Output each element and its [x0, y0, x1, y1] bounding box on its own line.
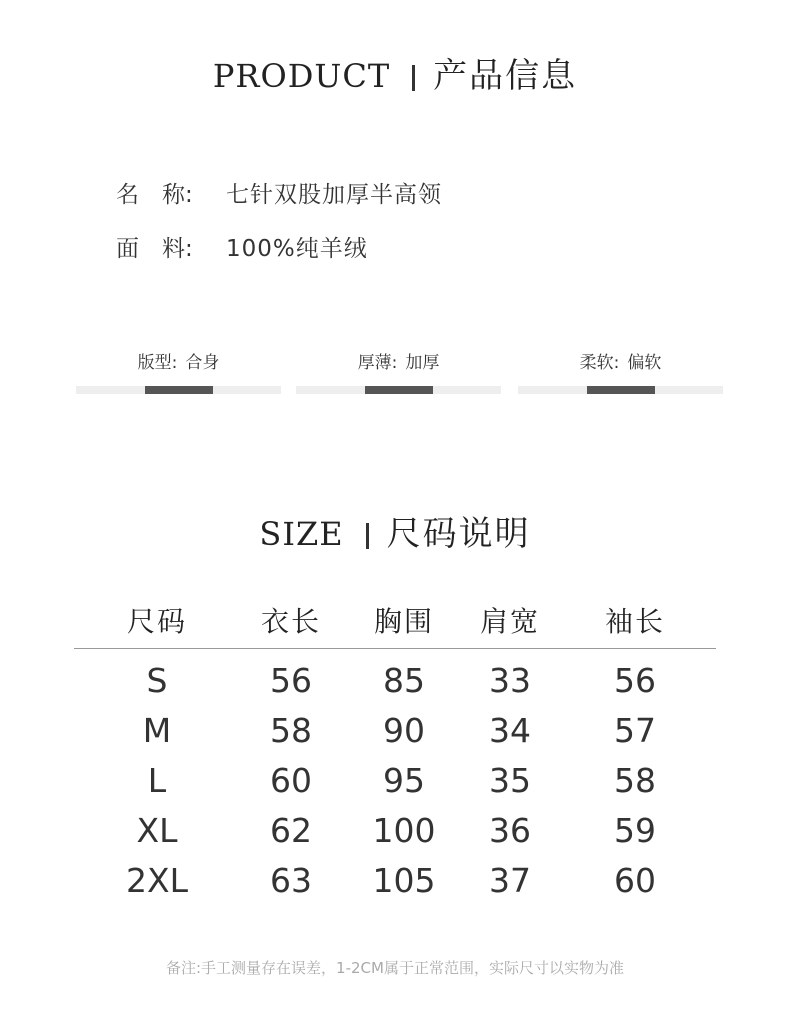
- product-fabric-value: 100%纯羊绒: [226, 236, 368, 262]
- attribute-thickness: [296, 348, 501, 394]
- product-name-label: 名 称:: [116, 182, 193, 208]
- cell-sleeve: 57: [614, 710, 656, 750]
- cell-size: S: [146, 660, 168, 700]
- cell-sleeve: 56: [614, 660, 656, 700]
- attribute-softness: [518, 348, 723, 394]
- cell-chest: 95: [383, 760, 425, 800]
- attribute-track: [76, 386, 281, 394]
- cell-shoulder: 34: [489, 710, 531, 750]
- product-title-zh: 产品信息: [433, 56, 578, 96]
- table-row: [74, 855, 716, 905]
- cell-length: 56: [270, 660, 312, 700]
- attribute-label: [296, 348, 501, 376]
- cell-chest: 85: [383, 660, 425, 700]
- attribute-marker: [587, 386, 655, 394]
- product-fabric-row: [116, 230, 368, 263]
- attribute-pointer-icon: [394, 381, 404, 386]
- attribute-track: [296, 386, 501, 394]
- attribute-pointer-icon: [616, 381, 626, 386]
- header-size: 尺码: [74, 592, 240, 649]
- size-table-header-row: [74, 592, 716, 649]
- attribute-label: [76, 348, 281, 376]
- cell-size: 2XL: [126, 860, 188, 900]
- cell-shoulder: 33: [489, 660, 531, 700]
- cell-sleeve: 59: [614, 810, 656, 850]
- attribute-label: [518, 348, 723, 376]
- cell-chest: 90: [383, 710, 425, 750]
- table-row: [74, 705, 716, 755]
- size-section-title: [0, 506, 790, 555]
- table-row: [74, 755, 716, 805]
- measurement-note: 备注:手工测量存在误差，1-2CM属于正常范围，实际尺寸以实物为准: [166, 959, 624, 977]
- cell-chest: 105: [372, 860, 436, 900]
- product-name-row: [116, 176, 442, 209]
- product-section-title: [0, 48, 790, 97]
- cell-sleeve: 58: [614, 760, 656, 800]
- table-row: [74, 805, 716, 855]
- attribute-value: 合身: [185, 353, 220, 373]
- cell-size: L: [147, 760, 167, 800]
- attribute-key: 版型:: [137, 353, 178, 373]
- attribute-marker: [365, 386, 433, 394]
- cell-size: M: [142, 710, 172, 750]
- table-row: [74, 649, 716, 706]
- cell-chest: 100: [372, 810, 436, 850]
- cell-shoulder: 35: [489, 760, 531, 800]
- title-separator: [366, 523, 369, 549]
- product-name-value: 七针双股加厚半高领: [226, 182, 442, 208]
- size-title-zh: 尺码说明: [386, 514, 531, 554]
- product-fabric-label: 面 料:: [116, 236, 193, 262]
- attribute-key: 厚薄:: [357, 353, 398, 373]
- title-separator: [412, 65, 415, 91]
- cell-length: 58: [270, 710, 312, 750]
- header-sleeve: 袖长: [554, 592, 716, 649]
- cell-shoulder: 37: [489, 860, 531, 900]
- cell-length: 63: [270, 860, 312, 900]
- cell-shoulder: 36: [489, 810, 531, 850]
- size-title-en: SIZE: [259, 515, 344, 553]
- header-shoulder: 肩宽: [466, 592, 554, 649]
- cell-length: 60: [270, 760, 312, 800]
- attribute-key: 柔软:: [579, 353, 620, 373]
- cell-size: XL: [136, 810, 178, 850]
- cell-sleeve: 60: [614, 860, 656, 900]
- cell-length: 62: [270, 810, 312, 850]
- size-table: [74, 592, 716, 905]
- attribute-fit: [76, 348, 281, 394]
- attribute-marker: [145, 386, 213, 394]
- header-chest: 胸围: [342, 592, 466, 649]
- attribute-pointer-icon: [174, 381, 184, 386]
- product-title-en: PRODUCT: [212, 57, 391, 95]
- attribute-value: 偏软: [627, 353, 662, 373]
- attribute-track: [518, 386, 723, 394]
- attribute-value: 加厚: [405, 353, 440, 373]
- header-length: 衣长: [240, 592, 342, 649]
